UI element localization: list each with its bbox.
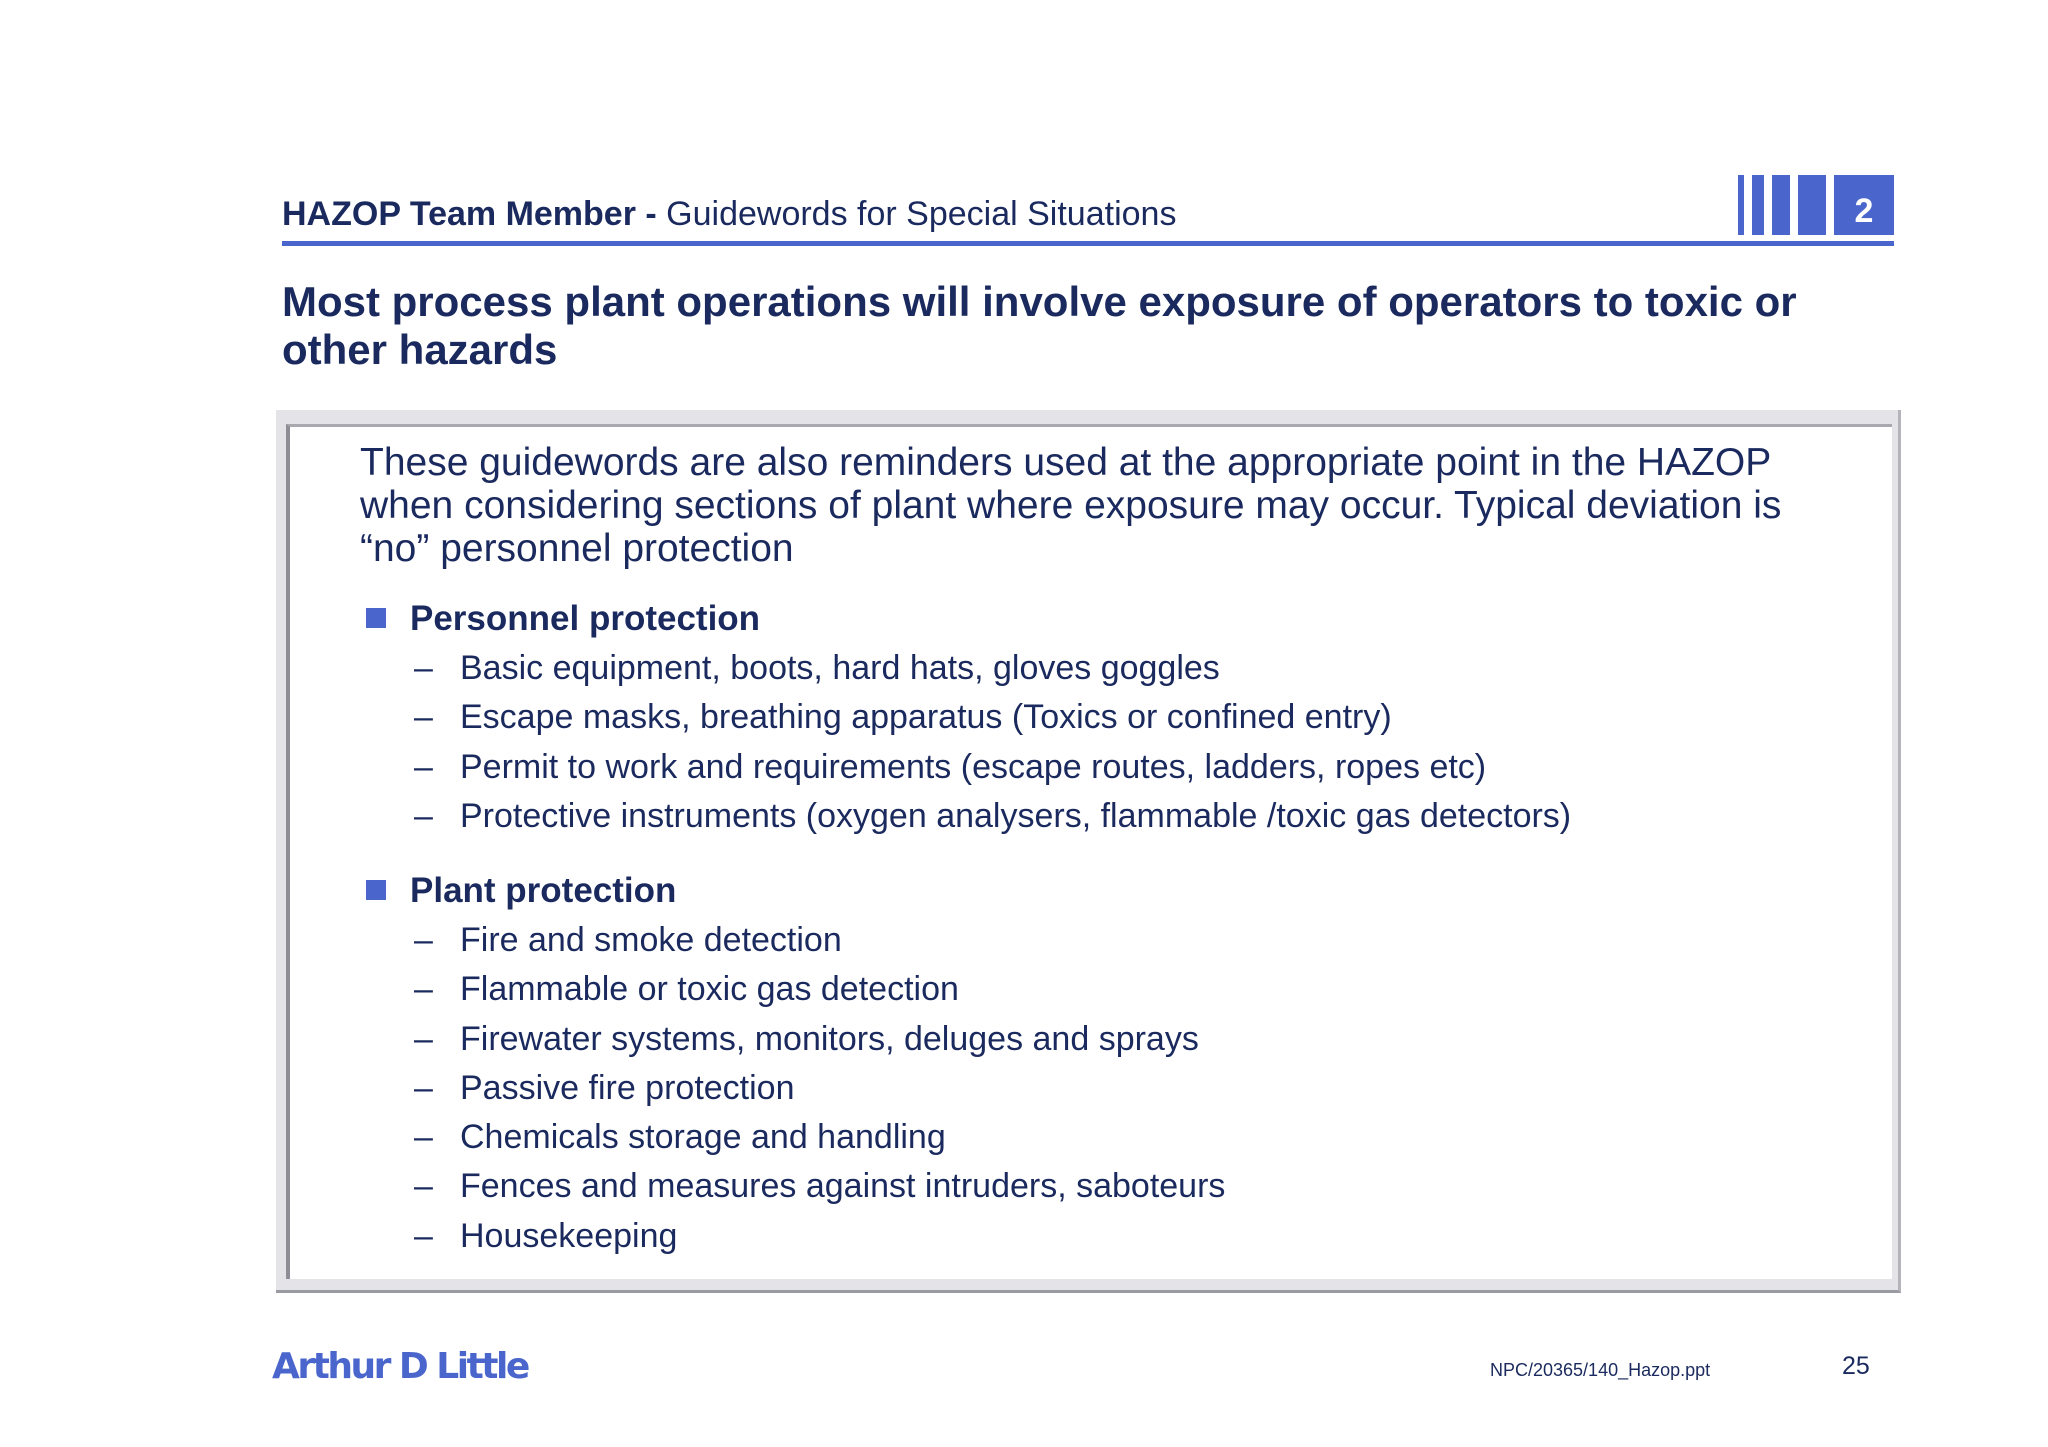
section-marker-bar <box>1772 175 1790 235</box>
list-item-text: Firewater systems, monitors, deluges and sprays <box>460 1019 1199 1058</box>
list-item-text: Housekeeping <box>460 1216 678 1255</box>
dash-icon: – <box>414 796 433 835</box>
item-list <box>360 916 1840 1261</box>
list-item <box>360 743 1840 792</box>
list-item-text: Escape masks, breathing apparatus (Toxics or confined entry) <box>460 698 1392 737</box>
section-marker-bar <box>1738 175 1744 235</box>
list-item <box>360 965 1840 1014</box>
item-list <box>360 644 1840 841</box>
page-number: 25 <box>1842 1352 1870 1380</box>
dash-icon: – <box>414 1167 433 1206</box>
dash-icon: – <box>414 921 433 959</box>
list-item-text: Passive fire protection <box>460 1068 795 1107</box>
slide-header <box>282 190 1894 242</box>
list-item <box>360 1113 1840 1162</box>
square-bullet-icon <box>366 608 386 628</box>
list-item <box>360 1162 1840 1211</box>
list-item <box>360 792 1840 841</box>
dash-icon: – <box>414 1068 433 1107</box>
dash-icon: – <box>414 698 433 737</box>
list-item <box>360 1064 1840 1113</box>
dash-icon: – <box>414 1118 433 1157</box>
dash-icon: – <box>414 1216 433 1255</box>
group-heading <box>360 594 1840 644</box>
header-title <box>282 194 1176 234</box>
company-logo: Arthur D Little <box>272 1346 528 1387</box>
list-item <box>360 1212 1840 1261</box>
list-item <box>360 693 1840 742</box>
section-number: 2 <box>1834 175 1894 235</box>
list-item <box>360 644 1840 693</box>
group-plant-protection <box>360 866 1840 1261</box>
slide-headline: Most process plant operations will involve exposure of operators to toxic or other hazards <box>282 278 1797 373</box>
dash-icon: – <box>414 1019 433 1058</box>
intro-text: These guidewords are also reminders used at the appropriate point in the HAZOP when considering sections of plant where exposure may occur. Typical deviation is “no” personnel protection <box>360 441 1782 570</box>
list-item <box>360 1015 1840 1064</box>
group-heading <box>360 866 1840 916</box>
header-title-bold: HAZOP Team Member - <box>282 195 667 233</box>
header-title-rest: Guidewords for Special Situations <box>666 195 1177 233</box>
section-marker <box>1738 175 1894 235</box>
list-item-text: Fences and measures against intruders, saboteurs <box>460 1167 1226 1206</box>
dash-icon: – <box>414 970 433 1009</box>
list-item-text: Flammable or toxic gas detection <box>460 970 959 1009</box>
header-rule <box>282 241 1894 246</box>
dash-icon: – <box>414 649 433 687</box>
list-item-text: Protective instruments (oxygen analysers, flammable /toxic gas detectors) <box>460 796 1572 835</box>
list-item-text: Permit to work and requirements (escape routes, ladders, ropes etc) <box>460 747 1487 786</box>
dash-icon: – <box>414 747 433 786</box>
group-personnel-protection <box>360 594 1840 841</box>
section-marker-bar <box>1798 175 1826 235</box>
section-marker-bar <box>1752 175 1764 235</box>
list-item-text: Basic equipment, boots, hard hats, gloves goggles <box>460 649 1220 687</box>
list-item-text: Fire and smoke detection <box>460 921 842 959</box>
group-label: Plant protection <box>410 871 677 910</box>
list-item <box>360 916 1840 965</box>
square-bullet-icon <box>366 880 386 900</box>
content-panel <box>286 424 1892 1279</box>
file-reference: NPC/20365/140_Hazop.ppt <box>1490 1360 1711 1380</box>
list-item-text: Chemicals storage and handling <box>460 1118 946 1157</box>
group-label: Personnel protection <box>410 599 761 638</box>
